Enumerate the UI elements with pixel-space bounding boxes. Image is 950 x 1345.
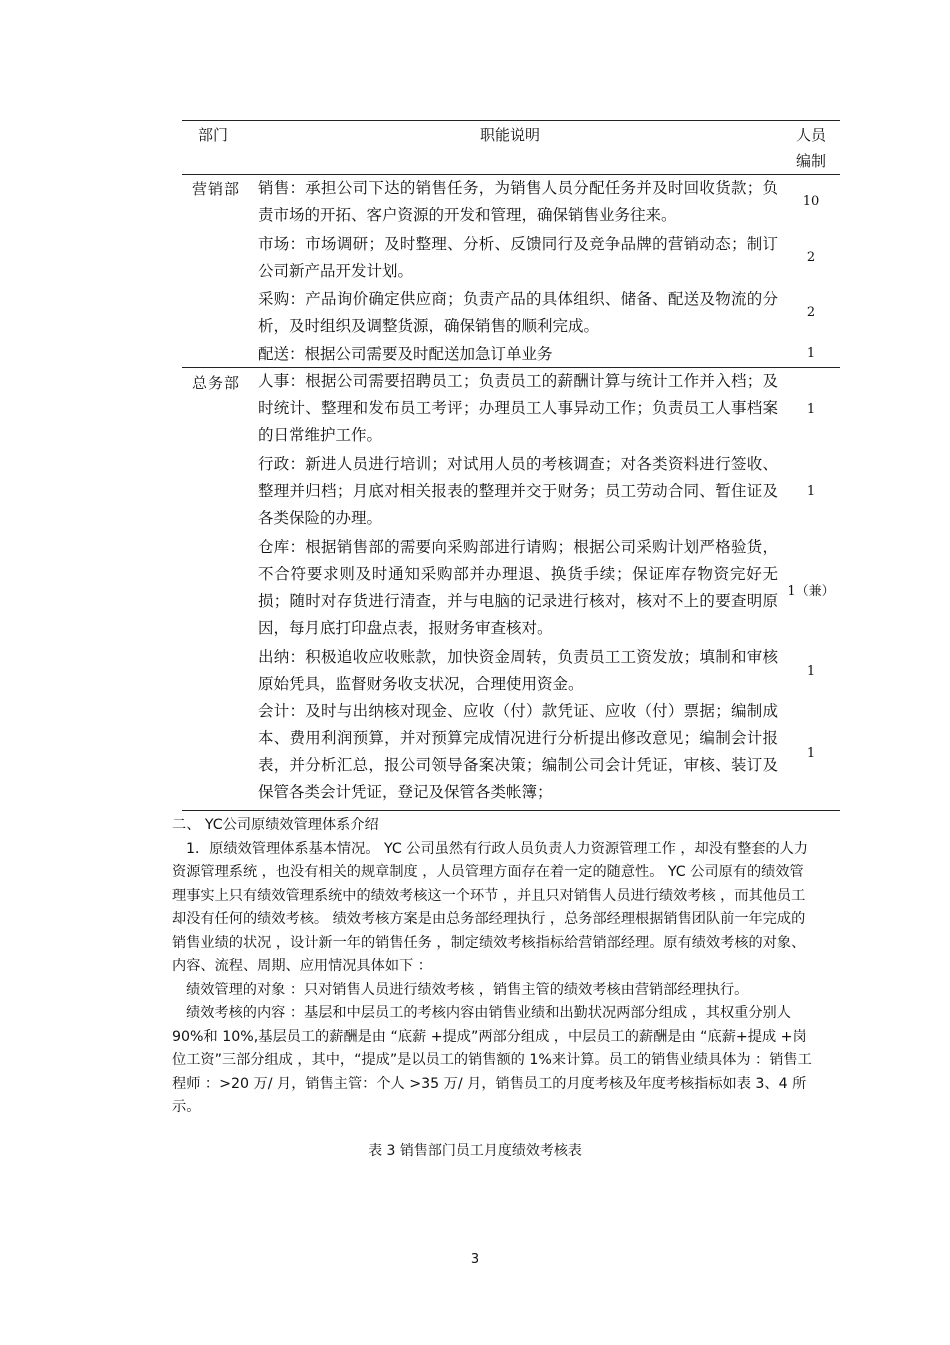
dept-name: 营销部: [192, 180, 241, 198]
duty-entry: 市场：市场调研；及时整理、分析、反馈同行及竞争品牌的营销动态；制订公司新产品开发计划。: [258, 235, 778, 280]
body-text: [172, 814, 812, 1120]
header-desc: 职能说明: [480, 126, 541, 144]
duty-entry: 行政：新进人员进行培训；对试用人员的考核调查；对各类资料进行签收、整理并归档；月底对相关报表的整理并交于财务；员工劳动合同、暂住证及各类保险的办理。: [258, 455, 778, 527]
duty-entry: 出纳：积极追收应收账款，加快资金周转，负责员工工资发放；填制和审核原始凭具，监督财务收支状况，合理使用资金。: [258, 648, 778, 693]
duty-entry: 仓库：根据销售部的需要向采购部进行请购；根据公司采购计划严格验货，不合符要求则及时通知采购部并办理退、换货手续；保证库存物资完好无损；随时对存货进行清查，并与电脑的记录进行核对，核对不上的要查明原因，每月底打印盘点表，报财务审查核对。: [258, 538, 778, 637]
duty-entry: 人事：根据公司需要招聘员工；负责员工的薪酬计算与统计工作并入档；及时统计、整理和发布员工考评；办理员工人事异动工作；负责员工人事档案的日常维护工作。: [258, 372, 778, 444]
page-number: 3: [470, 1252, 480, 1267]
headcount: 2: [806, 250, 816, 265]
table-top-rule: [182, 120, 840, 121]
paragraph: 绩效考核的内容 ：基层和中层员工的考核内容由销售业绩和出勤状况两部分组成 ，其权重分别人 90%和 10%,基层员工的薪酬是由 “底薪 +提成”两部分组成 ，中层员工的薪酬是由 “底薪+提成 +岗位工资”三部分组成 ，其中，“提成”是以员工的销售额的 1%来计算。员工的销售业绩具体为 ：销售工程师 ：>20 万/ 月，销售主管：个人 >35 万/ 月，销售员工的月度考核及年度考核指标如表 3、4 所示。: [172, 1005, 812, 1115]
paragraph: 1．原绩效管理体系基本情况。 YC 公司虽然有行政人员负责人力资源管理工作 ，却没有整套的人力资源管理系统 ，也没有相关的规章制度 ，人员管理方面存在着一定的随意性。 YC 公司原有的绩效管理事实上只有绩效管理系统中的绩效考核这一个环节 ，并且只对销售人员进行绩效考核 ，而其他员工却没有任何的绩效考核。 绩效考核方案是由总务部经理执行 ，总务部经理根据销售团队前一年完成的销售业绩的状况 ，设计新一年的销售任务 ，制定绩效考核指标给营销部经理。原有绩效考核的对象、内容、流程、周期、应用情况具体如下 ：: [172, 840, 809, 974]
duty-entry: 配送：根据公司需要及时配送加急订单业务: [258, 345, 553, 363]
duty-entry: 采购：产品询价确定供应商；负责产品的具体组织、储备、配送及物流的分析，及时组织及调整货源，确保销售的顺利完成。: [258, 290, 778, 335]
header-count-line1: 人员: [796, 126, 827, 144]
duty-entry: 会计：及时与出纳核对现金、应收（付）款凭证、应收（付）票据；编制成本、费用利润预算，并对预算完成情况进行分析提出修改意见；编制会计报表，并分析汇总，报公司领导备案决策；编制公司会计凭证，审核、装订及保管各类会计凭证，登记及保管各类帐簿；: [258, 702, 778, 801]
headcount: 1（兼）: [787, 584, 835, 599]
headcount: 1: [806, 664, 816, 679]
headcount: 1: [806, 346, 816, 361]
headcount: 1: [806, 746, 816, 761]
paragraph: 绩效管理的对象 ：只对销售人员进行绩效考核 ，销售主管的绩效考核由营销部经理执行。: [186, 981, 749, 998]
headcount: 1: [806, 484, 816, 499]
header-dept: 部门: [198, 126, 229, 144]
headcount: 1: [806, 402, 816, 417]
table-bottom-rule: [182, 810, 840, 811]
headcount: 10: [802, 194, 820, 209]
dept-name: 总务部: [192, 374, 241, 392]
duty-entry: 销售：承担公司下达的销售任务，为销售人员分配任务并及时回收货款；负责市场的开拓、客户资源的开发和管理，确保销售业务往来。: [258, 179, 778, 224]
header-count-line2: 编制: [796, 152, 827, 170]
table-caption: 表 3 销售部门员工月度绩效考核表: [368, 1143, 582, 1159]
headcount: 2: [806, 305, 816, 320]
section-heading: 二、 YC公司原绩效管理体系介绍: [172, 817, 379, 833]
